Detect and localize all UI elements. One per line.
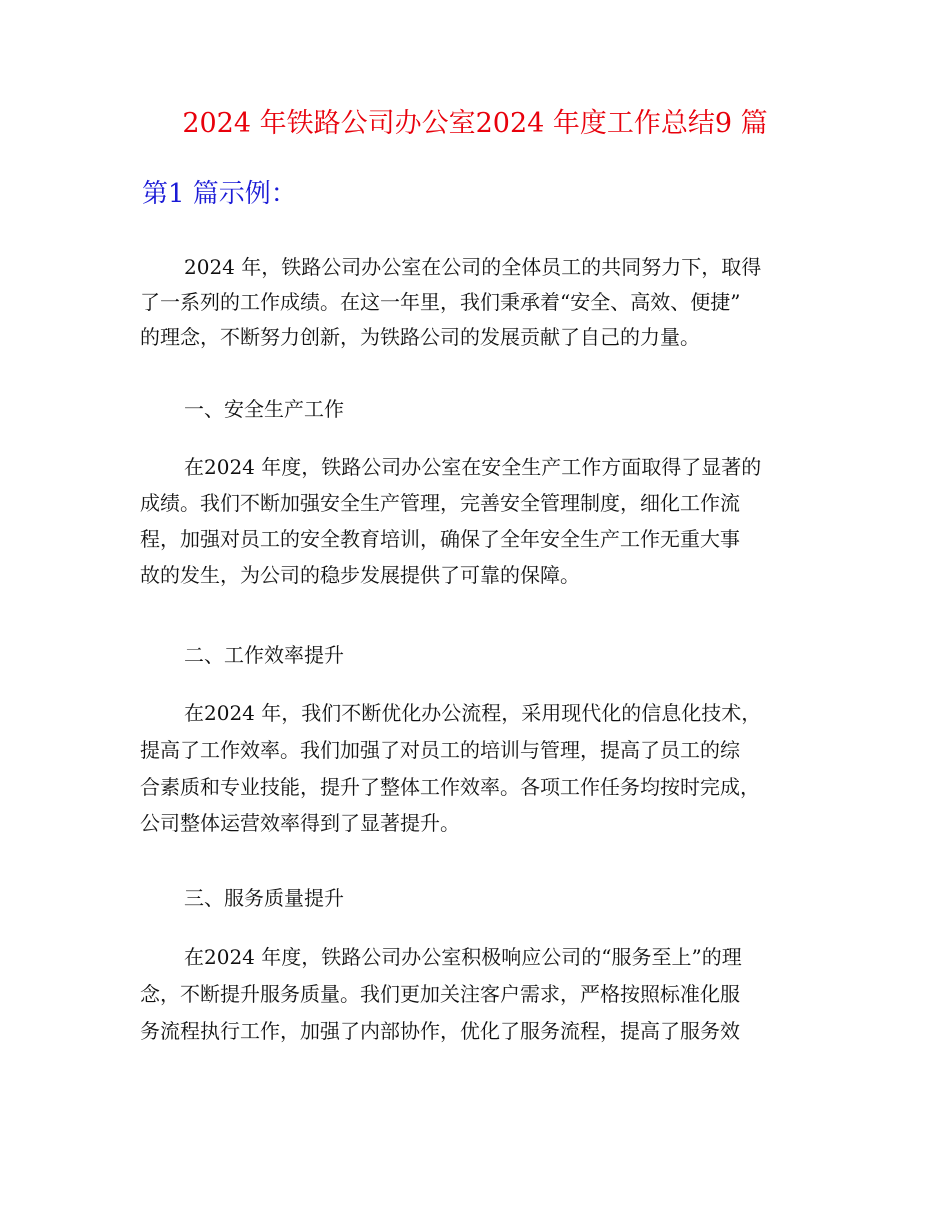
paragraph-line: 成绩。我们不断加强安全生产管理，完善安全管理制度，细化工作流 <box>140 491 740 515</box>
paragraph-line: 了一系列的工作成绩。在这一年里，我们秉承着“安全、高效、便捷” <box>140 290 741 314</box>
paragraph-line: 的理念，不断努力创新，为铁路公司的发展贡献了自己的力量。 <box>140 325 700 349</box>
paragraph-line: 念，不断提升服务质量。我们更加关注客户需求，严格按照标准化服 <box>140 982 740 1006</box>
section-heading-efficiency: 二、工作效率提升 <box>184 643 344 667</box>
paragraph-line: 在2024 年度，铁路公司办公室积极响应公司的“服务至上”的理 <box>184 945 742 969</box>
paragraph-line: 故的发生，为公司的稳步发展提供了可靠的保障。 <box>140 563 580 587</box>
section-heading-service: 三、服务质量提升 <box>184 886 344 910</box>
section-heading-safety: 一、安全生产工作 <box>184 397 344 421</box>
paragraph-line: 务流程执行工作，加强了内部协作，优化了服务流程，提高了服务效 <box>140 1019 740 1043</box>
paragraph-line: 公司整体运营效率得到了显著提升。 <box>140 811 460 835</box>
paragraph-line: 在2024 年，我们不断优化办公流程，采用现代化的信息化技术， <box>184 701 762 725</box>
document-title: 2024 年铁路公司办公室2024 年度工作总结9 篇 <box>182 108 768 139</box>
paragraph-line: 在2024 年度，铁路公司办公室在安全生产工作方面取得了显著的 <box>184 455 762 479</box>
paragraph-line: 2024 年，铁路公司办公室在公司的全体员工的共同努力下，取得 <box>184 255 762 279</box>
section-subtitle: 第1 篇示例： <box>142 179 297 209</box>
paragraph-line: 程，加强对员工的安全教育培训，确保了全年安全生产工作无重大事 <box>140 527 740 551</box>
paragraph-line: 提高了工作效率。我们加强了对员工的培训与管理，提高了员工的综 <box>140 738 740 762</box>
paragraph-line: 合素质和专业技能，提升了整体工作效率。各项工作任务均按时完成， <box>140 775 760 799</box>
